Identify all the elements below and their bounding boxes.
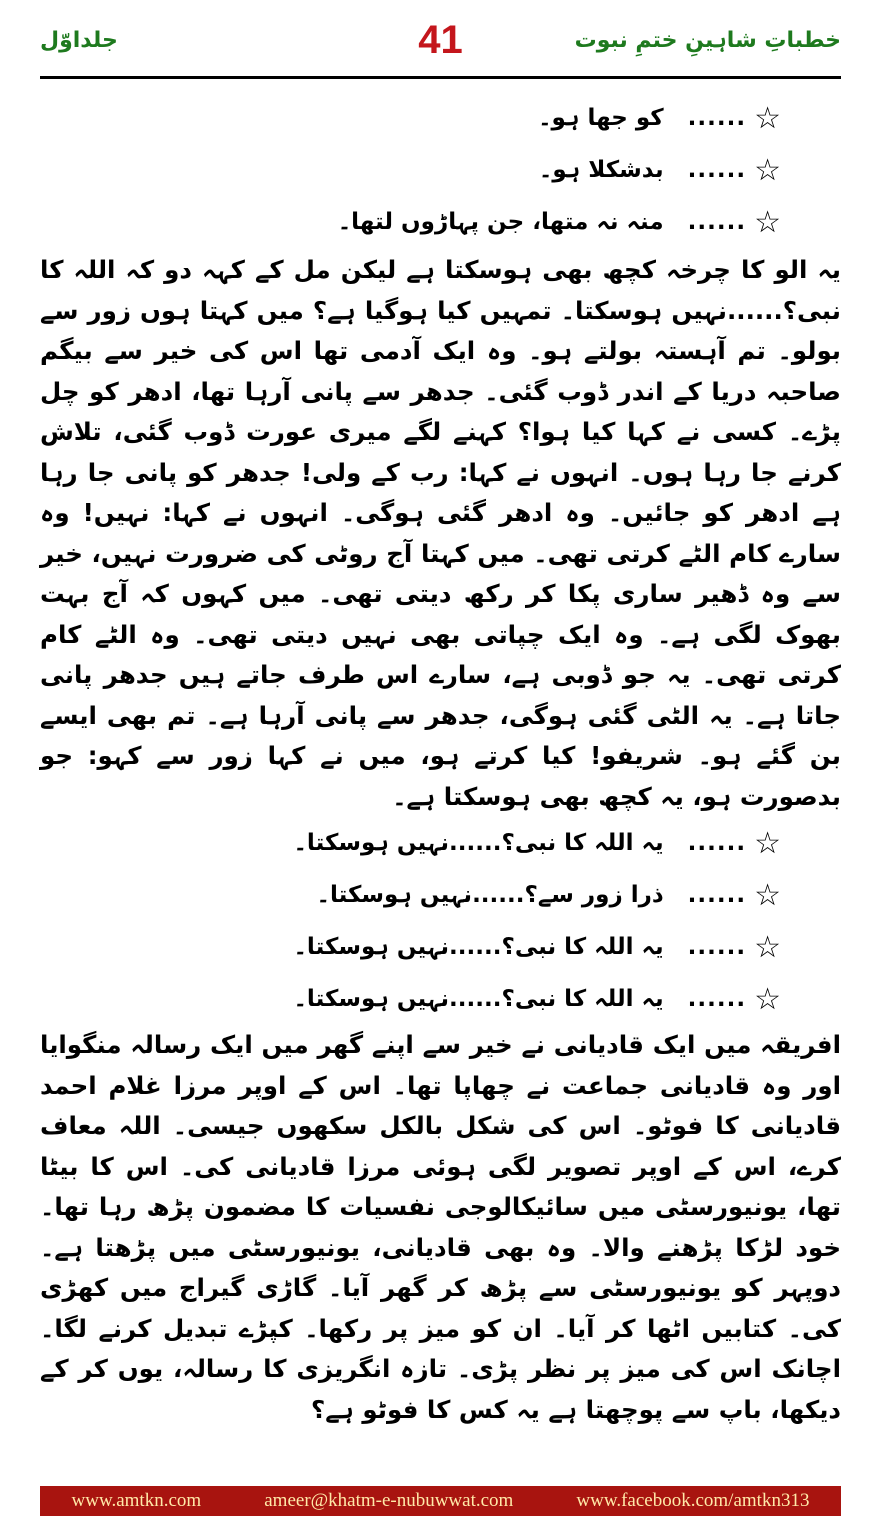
bullet-text: کو جھا ہو۔ [538, 105, 664, 131]
page-body [40, 92, 841, 1430]
bullet-dots: ...... [687, 209, 747, 235]
bullet-text: یہ اللہ کا نبی؟......نہیں ہوسکتا۔ [293, 830, 664, 856]
facebook-link[interactable]: www.facebook.com/amtkn313 [576, 1490, 810, 1511]
bullet-dots: ...... [687, 157, 747, 183]
page-header [40, 14, 841, 74]
bullet-text: منہ نہ متھا، جن پہاڑوں لتھا۔ [337, 209, 664, 235]
page-footer [40, 1486, 841, 1516]
header-divider [40, 76, 841, 79]
bullet-dots: ...... [687, 882, 747, 908]
bullet-dots: ...... [687, 986, 747, 1012]
email-link[interactable]: ameer@khatm-e-nubuwwat.com [264, 1490, 514, 1511]
bullet-text: ذرا زور سے؟......نہیں ہوسکتا۔ [316, 882, 664, 908]
bullet-dots: ...... [687, 830, 747, 856]
star-icon: ☆ [754, 152, 781, 188]
star-icon: ☆ [754, 100, 781, 136]
bullet-text: بدشکلا ہو۔ [538, 157, 664, 183]
bullet-dots: ...... [687, 105, 747, 131]
bullet-text: یہ اللہ کا نبی؟......نہیں ہوسکتا۔ [293, 986, 664, 1012]
star-icon: ☆ [754, 929, 781, 965]
paragraph-2: افریقہ میں ایک قادیانی نے خیر سے اپنے گھر میں ایک رسالہ منگوایا اور وہ قادیانی جماعت نے چھاپا تھا۔ اس کے اوپر مرزا غلام احمد قادیانی کا فوٹو۔ اس کی شکل بالکل سکھوں جیسی۔ اللہ معاف کرے، اس کے اوپر تصویر لگی ہوئی مرزا قادیانی کی۔ اس کا بیٹا تھا، یونیورسٹی میں سائیکالوجی نفسیات کا مضمون پڑھ رہا تھا۔ خود لڑکا پڑھنے والا۔ وہ بھی قادیانی، یونیورسٹی میں پڑھتا ہے۔ دوپہر کو یونیورسٹی سے پڑھ کر گھر آیا۔ گاڑی گیراج میں کھڑی کی۔ کتابیں اٹھا کر آیا۔ ان کو میز پر رکھا۔ کپڑے تبدیل کرنے لگا۔ اچانک اس کی میز پر نظر پڑی۔ تازہ انگریزی کا رسالہ، یوں کر کے دیکھا، باپ سے پوچھتا ہے یہ کس کا فوٹو ہے؟ [40, 1030, 841, 1424]
list-item [40, 144, 841, 196]
paragraph-1: یہ الو کا چرخہ کچھ بھی ہوسکتا ہے لیکن مل کے کہہ دو کہ اللہ کا نبی؟......نہیں ہوسکتا۔ تمہیں کیا ہوگیا ہے؟ میں کہتا ہوں زور سے بولو۔ تم آہستہ بولتے ہو۔ وہ ایک آدمی تھا اس کی خیر سے بیگم صاحبہ دریا کے اندر ڈوب گئی۔ جدھر سے پانی آرہا تھا، ادھر کو چل پڑے۔ کسی نے کہا کیا ہوا؟ کہنے لگے میری عورت ڈوب گئی، تلاش کرنے جا رہا ہوں۔ انہوں نے کہا: رب کے ولی! جدھر کو پانی جا رہا ہے ادھر کو جائیں۔ وہ ادھر گئی ہوگی۔ انہوں نے کہا: نہیں! وہ سارے کام الٹے کرتی تھی۔ میں کہتا آج روٹی کی ضرورت نہیں، خیر سے وہ ڈھیر ساری پکا کر رکھ دیتی تھی۔ میں کہوں کہ آج بہت بھوک لگی ہے۔ وہ ایک چپاتی بھی نہیں دیتی تھی۔ وہ الٹے کام کرتی تھی۔ یہ جو ڈوبی ہے، سارے اس طرف جاتے ہیں جدھر پانی جاتا ہے۔ یہ الٹی گئی ہوگی، جدھر سے پانی آرہا ہے۔ تم بھی ایسے بن گئے ہو۔ شریفو! کیا کرتے ہو، میں نے کہا زور سے کہو: جو بدصورت ہو، یہ کچھ بھی ہوسکتا ہے۔ [40, 255, 841, 811]
star-icon: ☆ [754, 825, 781, 861]
page-number: 41 [418, 18, 463, 62]
website-link[interactable]: www.amtkn.com [71, 1490, 202, 1511]
list-item [40, 92, 841, 144]
list-item [40, 921, 841, 973]
star-icon: ☆ [754, 981, 781, 1017]
book-title: خطباتِ شاہینِ ختمِ نبوت [574, 28, 841, 53]
star-icon: ☆ [754, 877, 781, 913]
bullet-list-top [40, 92, 841, 248]
bullet-list-middle [40, 817, 841, 1025]
bullet-dots: ...... [687, 934, 747, 960]
star-icon: ☆ [754, 204, 781, 240]
list-item [40, 817, 841, 869]
volume-label: جلداوّل [40, 28, 118, 53]
list-item [40, 869, 841, 921]
list-item [40, 196, 841, 248]
list-item [40, 973, 841, 1025]
bullet-text: یہ اللہ کا نبی؟......نہیں ہوسکتا۔ [293, 934, 664, 960]
